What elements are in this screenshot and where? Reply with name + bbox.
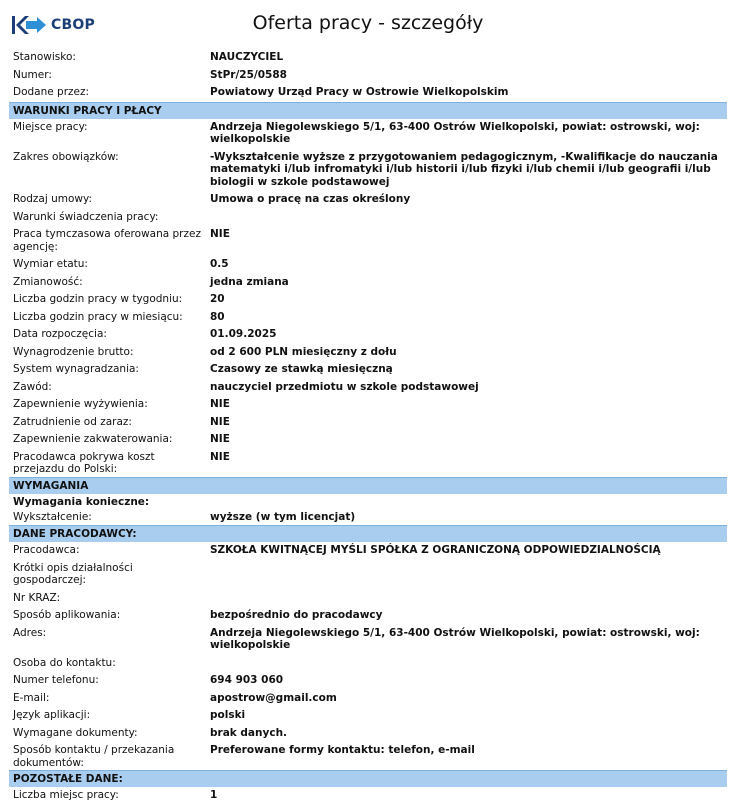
field-value: polski: [210, 709, 246, 721]
field-label: Liczba godzin pracy w miesiącu:: [13, 310, 183, 323]
wymagania-list: [9, 511, 727, 524]
field-row: [9, 293, 727, 306]
field-value: 694 903 060: [210, 674, 284, 686]
field-value: [209, 592, 727, 605]
field-value: jedna zmiana: [210, 275, 289, 288]
offer-summary: [9, 51, 727, 99]
field-row: [9, 433, 727, 446]
field-value: -Wykształcenie wyższe z przygotowaniem pedagogicznym, -Kwalifikacje do nauczania matematyki i/lub infromatyki i/lub historii i/lub fizyki i/lub chemii i/lub geografii i/lub biologii w szkole podstawowej: [210, 150, 718, 188]
field-value: Czasowy ze stawką miesięczną: [210, 363, 393, 375]
field-row: [9, 398, 727, 411]
field-row: [9, 346, 727, 359]
field-value: wyższe (w tym licencjat): [210, 510, 356, 523]
field-value: StPr/25/0588: [210, 68, 287, 81]
page-title: Oferta pracy - szczegóły: [252, 12, 484, 34]
field-row: [9, 692, 727, 705]
field-label: Data rozpoczęcia:: [13, 328, 107, 340]
field-row: [9, 511, 727, 524]
field-value: Umowa o pracę na czas określony: [210, 193, 411, 205]
field-row: [9, 151, 727, 189]
section-header-pracodawca: DANE PRACODAWCY:: [9, 525, 727, 542]
pracodawca-list: [9, 544, 727, 769]
field-row: [9, 451, 727, 476]
field-label: Sposób kontaktu / przekazania dokumentów:: [13, 744, 175, 769]
field-row: [9, 51, 727, 64]
field-row: [9, 416, 727, 429]
field-label: Zakres obowiązków:: [13, 150, 119, 163]
header: [9, 0, 727, 47]
field-value: bezpośrednio do pracodawcy: [210, 609, 383, 621]
field-label: System wynagradzania:: [13, 363, 139, 375]
field-row: [9, 121, 727, 146]
field-row: [9, 727, 727, 740]
field-label: Dodane przez:: [13, 86, 90, 98]
field-label: Zmianowość:: [13, 275, 83, 288]
field-label: Rodzaj umowy:: [13, 193, 92, 205]
field-row: [9, 228, 727, 253]
field-value: nauczyciel przedmiotu w szkole podstawowej: [210, 380, 479, 393]
field-label: Zawód:: [13, 380, 52, 393]
field-value: SZKOŁA KWITNĄCEJ MYŚLI SPÓŁKA Z OGRANICZONĄ ODPOWIEDZIALNOŚCIĄ: [210, 544, 661, 556]
field-value: NIE: [210, 415, 230, 428]
field-row: [9, 363, 727, 376]
field-label: Liczba godzin pracy w tygodniu:: [13, 293, 183, 305]
field-row: [9, 674, 727, 687]
field-value: NAUCZYCIEL: [210, 51, 284, 63]
field-label: Wykształcenie:: [13, 510, 92, 523]
field-value: [209, 211, 727, 224]
field-row: [9, 311, 727, 324]
field-row: [9, 789, 727, 802]
field-value: 01.09.2025: [210, 328, 277, 340]
section-header-wymagania: WYMAGANIA: [9, 477, 727, 494]
warunki-list: [9, 121, 727, 476]
field-label: Miejsce pracy:: [13, 120, 88, 133]
field-row: [9, 211, 727, 224]
field-row: [9, 592, 727, 605]
field-label: Warunki świadczenia pracy:: [13, 210, 159, 223]
field-row: [9, 258, 727, 271]
field-value: [209, 657, 727, 670]
field-label: Pracodawca pokrywa koszt przejazdu do Polski:: [13, 450, 155, 475]
field-row: [9, 657, 727, 670]
field-label: Język aplikacji:: [13, 709, 91, 721]
field-label: Numer:: [13, 68, 52, 81]
field-value: Andrzeja Niegolewskiego 5/1, 63-400 Ostrów Wielkopolski, powiat: ostrowski, woj: wielkopolskie: [210, 120, 700, 145]
field-label: Zatrudnienie od zaraz:: [13, 415, 132, 428]
wymagania-subheading: Wymagania konieczne:: [13, 495, 150, 508]
field-label: Wymiar etatu:: [13, 258, 88, 270]
field-value: NIE: [210, 228, 230, 240]
field-value: 1: [210, 789, 218, 801]
field-value: 20: [210, 293, 225, 305]
field-label: Krótki opis działalności gospodarczej:: [13, 561, 133, 586]
field-row: [9, 544, 727, 557]
offer-content: [9, 48, 727, 802]
field-row: [9, 562, 727, 587]
field-label: Wymagane dokumenty:: [13, 726, 138, 739]
field-label: Pracodawca:: [13, 544, 80, 556]
field-value: 0.5: [210, 258, 229, 270]
field-row: [9, 627, 727, 652]
field-value: NIE: [210, 450, 230, 463]
field-label: Osoba do kontaktu:: [13, 656, 116, 669]
field-value: brak danych.: [210, 726, 288, 739]
field-row: [9, 709, 727, 722]
field-row: [9, 86, 727, 99]
field-row: [9, 69, 727, 82]
field-value: od 2 600 PLN miesięczny z dołu: [210, 345, 397, 358]
field-value: NIE: [210, 433, 230, 445]
field-row: [9, 193, 727, 206]
field-value: Powiatowy Urząd Pracy w Ostrowie Wielkopolskim: [210, 86, 509, 98]
field-label: Praca tymczasowa oferowana przez agencję:: [13, 228, 201, 253]
pozostale-list: [9, 789, 727, 802]
field-row: [9, 381, 727, 394]
job-offer-page: [9, 0, 727, 801]
field-value: Preferowane formy kontaktu: telefon, e-mail: [210, 744, 475, 756]
field-label: Adres:: [13, 626, 47, 639]
field-value: [209, 562, 727, 587]
field-value: NIE: [210, 398, 230, 410]
field-label: Wynagrodzenie brutto:: [13, 345, 134, 358]
field-label: Liczba miejsc pracy:: [13, 789, 119, 801]
field-label: E-mail:: [13, 691, 50, 704]
field-label: Sposób aplikowania:: [13, 609, 121, 621]
field-row: [9, 276, 727, 289]
logo-text: CBOP: [51, 17, 95, 33]
field-row: [9, 744, 727, 769]
field-row: [9, 609, 727, 622]
field-label: Zapewnienie wyżywienia:: [13, 398, 148, 410]
field-label: Nr KRAZ:: [13, 591, 61, 604]
field-row: [9, 328, 727, 341]
field-value: Andrzeja Niegolewskiego 5/1, 63-400 Ostrów Wielkopolski, powiat: ostrowski, woj: wielkopolskie: [210, 626, 700, 651]
field-label: Numer telefonu:: [13, 674, 99, 686]
section-header-pozostale: POZOSTAŁE DANE:: [9, 770, 727, 787]
section-header-warunki: WARUNKI PRACY I PŁACY: [9, 102, 727, 119]
field-label: Zapewnienie zakwaterowania:: [13, 433, 173, 445]
field-value: 80: [210, 310, 225, 323]
field-value: apostrow@gmail.com: [210, 691, 337, 704]
field-label: Stanowisko:: [13, 51, 76, 63]
